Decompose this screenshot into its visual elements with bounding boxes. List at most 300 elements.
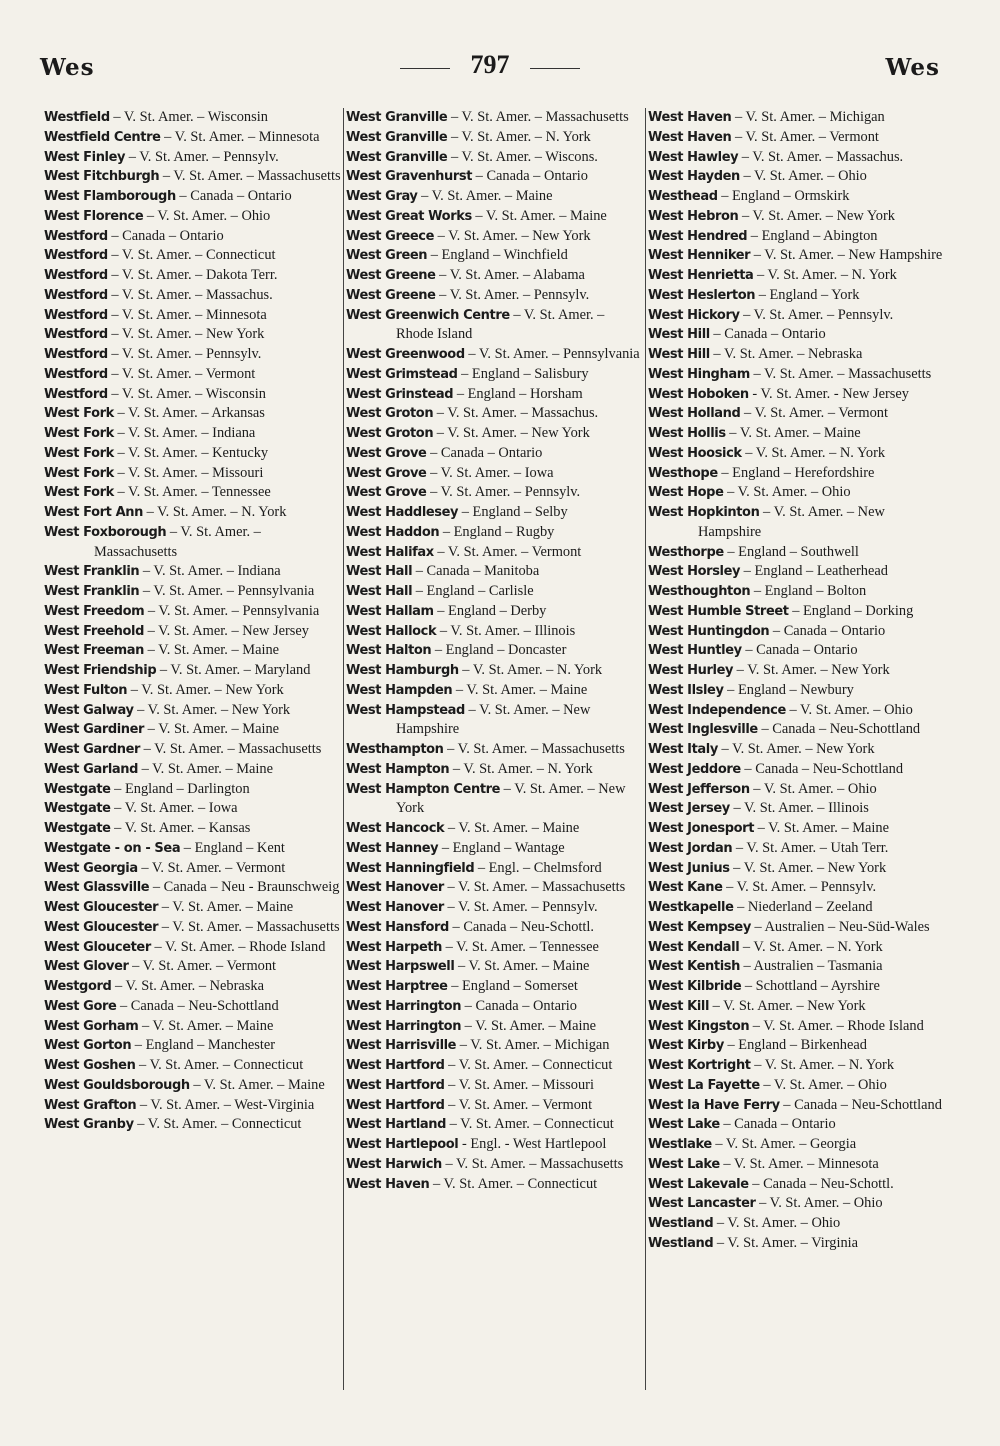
place-name: West Friendship — [44, 663, 157, 678]
list-item — [44, 108, 342, 128]
list-item — [648, 760, 950, 780]
place-location: – Canada – Manitoba — [412, 563, 540, 580]
list-item — [44, 167, 342, 187]
place-location: – V. St. Amer. – Arkansas — [113, 405, 265, 422]
list-item — [346, 681, 644, 701]
place-location: – V. St. Amer. – New York — [433, 425, 590, 441]
list-item — [346, 385, 644, 405]
list-item — [648, 404, 950, 424]
place-name: Westford — [44, 327, 108, 343]
list-item — [44, 780, 342, 800]
running-head-right: Wes — [885, 54, 940, 81]
list-item — [44, 424, 342, 444]
place-name: Westhoughton — [648, 584, 751, 599]
place-name: West Granville — [346, 129, 448, 145]
list-item — [648, 819, 950, 839]
list-item — [648, 266, 950, 286]
place-location: – England – Bolton — [750, 583, 867, 599]
list-item — [648, 622, 950, 642]
list-item — [44, 187, 342, 207]
list-item — [648, 464, 950, 484]
place-location: – V. St. Amer. – Ohio — [723, 484, 851, 501]
place-location: – V. St. Amer. – N. York — [741, 444, 886, 461]
place-name: West Galway — [44, 702, 134, 718]
list-item — [346, 562, 644, 582]
place-location: – V. St. Amer. – Massachusetts — [140, 741, 322, 757]
place-location: – V. St. Amer. – Maine — [471, 207, 607, 224]
list-item — [648, 1096, 950, 1116]
place-name: West Franklin — [44, 584, 140, 599]
list-item — [648, 602, 950, 622]
place-location: – V. St. Amer. – Michigan — [731, 109, 885, 125]
place-location: – V. St. Amer. – Wisconsin — [107, 385, 266, 402]
place-location: – V. St. Amer. – Kansas — [110, 820, 251, 836]
place-location: – Canada – Ontario — [769, 622, 886, 639]
list-item — [648, 720, 950, 740]
place-location: – V. St. Amer. – Maine — [138, 1017, 274, 1034]
list-item — [648, 246, 950, 266]
place-name: West Gloucester — [44, 900, 159, 915]
place-name: West la Have Ferry — [648, 1097, 780, 1113]
place-name: Westgate — [44, 821, 111, 836]
place-name: West Groton — [346, 426, 434, 441]
list-item — [346, 444, 644, 464]
list-item — [44, 898, 342, 918]
list-item — [648, 1036, 950, 1056]
place-location: – Canada – Ontario — [472, 168, 588, 185]
place-location: – V. St. Amer. – Vermont — [107, 365, 256, 382]
list-item — [648, 1017, 950, 1037]
list-item — [44, 681, 342, 701]
list-item — [648, 957, 950, 977]
list-item — [648, 977, 950, 997]
place-location: – V. St. Amer. – Maine — [754, 820, 890, 836]
place-name: West Grove — [346, 485, 427, 501]
place-name: West Independence — [648, 702, 786, 718]
list-item — [346, 997, 644, 1017]
place-name: Westgord — [44, 979, 112, 994]
list-item — [648, 641, 950, 661]
column-1 — [44, 108, 342, 1390]
list-item — [44, 997, 342, 1017]
list-item — [44, 839, 342, 859]
place-location: – Canada – Neu - Braunschweig — [149, 879, 340, 896]
place-name: West Gloucester — [44, 919, 159, 935]
place-location: – V. St. Amer. – Pennsylvania — [139, 583, 315, 599]
place-location: – V. St. Amer. – N. York — [447, 128, 591, 145]
list-item — [346, 148, 644, 168]
place-location: – V. St. Amer. – Massachusetts — [441, 1155, 624, 1172]
place-name: West Haven — [648, 110, 732, 125]
list-item — [346, 780, 644, 820]
place-name: West Hallock — [346, 623, 437, 639]
column-2 — [346, 108, 644, 1390]
place-name: West Hawley — [648, 149, 739, 165]
place-location: – V. St. Amer. – Tennessee — [113, 484, 271, 501]
place-name: West Kendall — [648, 939, 740, 955]
list-item — [648, 839, 950, 859]
place-name: West Kortright — [648, 1058, 751, 1073]
list-item — [346, 839, 644, 859]
place-location: – V. St. Amer. – Pennsylv. — [426, 484, 581, 501]
list-item — [648, 424, 950, 444]
place-location: – V. St. Amer. – Vermont — [128, 958, 277, 975]
place-name: West Humble Street — [648, 603, 789, 619]
place-name: West Hartland — [346, 1117, 447, 1133]
place-location: – Canada – Ontario — [461, 997, 577, 1014]
list-item — [44, 701, 342, 721]
place-location: – V. St. Amer. – Pennsylv. — [125, 148, 279, 165]
place-name: West Flamborough — [44, 189, 176, 204]
place-name: West Gardiner — [44, 722, 145, 738]
place-name: Westland — [648, 1216, 714, 1231]
place-location: – England – Leatherhead — [740, 563, 888, 580]
place-name: West Lakevale — [648, 1176, 749, 1192]
list-item — [346, 128, 644, 148]
list-item — [346, 207, 644, 227]
place-name: Westkapelle — [648, 900, 734, 915]
place-location: – V. St. Amer. – N. York — [142, 504, 287, 520]
place-name: West Gardner — [44, 742, 141, 757]
list-item — [44, 385, 342, 405]
place-name: West Hope — [648, 485, 724, 501]
place-name: West Goshen — [44, 1058, 136, 1073]
place-location: – V. St. Amer. – New York — [434, 227, 591, 244]
list-item — [44, 562, 342, 582]
place-location: – V. St. Amer. – Maine — [189, 1076, 325, 1093]
place-name: Westford — [44, 287, 108, 303]
place-name: Westford — [44, 268, 108, 283]
place-name: West Hallam — [346, 603, 434, 619]
place-name: West Hartlepool — [346, 1137, 459, 1152]
place-name: West Grinstead — [346, 386, 454, 402]
place-name: West Fork — [44, 445, 114, 461]
place-location: – V. St. Amer. – Pennsylv. — [722, 879, 877, 896]
place-location: – V. St. Amer. – Maine — [144, 642, 280, 659]
list-item — [44, 957, 342, 977]
list-item — [648, 582, 950, 602]
list-item — [346, 641, 644, 661]
place-location: – V. St. Amer. – Tennessee — [442, 938, 599, 955]
place-name: Westford — [44, 366, 108, 382]
list-item — [346, 543, 644, 563]
place-location: – England – Doncaster — [431, 642, 567, 659]
list-item — [648, 701, 950, 721]
list-item — [648, 799, 950, 819]
place-location: – V. St. Amer. – Vermont — [444, 1096, 593, 1113]
place-location: – V. St. Amer. – Ohio — [739, 168, 867, 185]
place-name: West Gravenhurst — [346, 169, 473, 185]
place-location: – V. St. Amer. – Maine — [158, 899, 294, 915]
place-name: West Glover — [44, 959, 129, 975]
list-item — [648, 286, 950, 306]
list-item — [44, 464, 342, 484]
place-name: West Harptree — [346, 979, 448, 994]
place-location: – Canada – Ontario — [741, 642, 858, 659]
place-location: – V. St. Amer. – Massachus. — [738, 148, 904, 165]
place-location: – Australien – Neu-Süd-Wales — [750, 918, 930, 935]
place-location: – England – Horsham — [453, 385, 583, 402]
place-name: West Haven — [346, 1176, 430, 1192]
place-location: – V. St. Amer. – Nebraska — [709, 346, 863, 362]
place-location: – England – Selby — [458, 504, 568, 520]
list-item — [346, 306, 644, 346]
place-name: West Grafton — [44, 1097, 137, 1113]
place-name: West Hickory — [648, 307, 740, 323]
list-item — [648, 325, 950, 345]
place-name: West Greece — [346, 228, 435, 244]
place-name: West Hanover — [346, 900, 444, 915]
list-item — [346, 977, 644, 997]
list-item — [44, 148, 342, 168]
place-location: – V. St. Amer. – New York — [733, 662, 890, 678]
list-item — [346, 483, 644, 503]
list-item — [44, 306, 342, 326]
list-item — [346, 582, 644, 602]
place-name: West Gorham — [44, 1018, 139, 1034]
place-name: West Henniker — [648, 248, 751, 264]
list-item — [648, 345, 950, 365]
place-location: – V. St. Amer. – New York — [717, 741, 875, 757]
place-location: – Engl. – Chelmsford — [474, 859, 602, 876]
list-item — [44, 325, 342, 345]
place-location: – Canada – Neu-Schottland — [740, 760, 904, 777]
place-location: – Canada – Ontario — [719, 1116, 836, 1133]
place-name: West Hill — [648, 327, 710, 343]
list-item — [346, 661, 644, 681]
list-item — [44, 266, 342, 286]
list-item — [346, 602, 644, 622]
place-location: – V. St. Amer. – Vermont — [137, 859, 286, 876]
place-location: – Canada – Neu-Schottland — [116, 997, 279, 1014]
place-name: West Hampden — [346, 682, 453, 698]
place-location: – V. St. Amer. – Vermont — [740, 405, 888, 422]
place-location: – England – York — [755, 286, 860, 303]
list-item — [648, 227, 950, 247]
list-item — [648, 167, 950, 187]
place-location: – England – Newbury — [723, 681, 854, 698]
place-name: West Georgia — [44, 860, 138, 876]
list-item — [346, 938, 644, 958]
place-location: – Canada – Ontario — [175, 188, 292, 204]
place-location: – V. St. Amer. – Pennsylvania — [144, 602, 320, 619]
list-item — [648, 878, 950, 898]
list-item — [648, 207, 950, 227]
place-location: – Niederland – Zeeland — [733, 899, 873, 915]
list-item — [648, 938, 950, 958]
list-item — [346, 286, 644, 306]
place-name: West Garland — [44, 761, 139, 777]
place-name: West Greenwich Centre — [346, 307, 510, 323]
place-location: – England – Kent — [180, 839, 285, 856]
place-name: West Hebron — [648, 208, 739, 224]
place-location: – V. St. Amer. – Wisconsin — [109, 109, 268, 125]
list-item — [44, 1036, 342, 1056]
place-name: Westfield — [44, 110, 110, 125]
place-name: West Haddon — [346, 524, 440, 540]
place-location: – V. St. Amer. – Massachus. — [433, 405, 599, 422]
place-location: – V. St. Amer. – Massachusetts — [749, 365, 932, 382]
list-item — [648, 918, 950, 938]
place-name: West Kentish — [648, 959, 740, 975]
place-name: West Hampstead — [346, 702, 465, 718]
list-item — [44, 1076, 342, 1096]
place-name: West Jordan — [648, 840, 733, 856]
place-location: – Canada – Ontario — [107, 227, 224, 244]
list-item — [648, 1155, 950, 1175]
place-location: – V. St. Amer. – Utah Terr. — [732, 839, 889, 856]
place-name: Westford — [44, 307, 108, 323]
list-item — [648, 780, 950, 800]
place-location: – V. St. Amer. – Massachus. — [107, 286, 273, 303]
place-name: West Hingham — [648, 366, 750, 382]
running-head-left: Wes — [40, 54, 95, 81]
place-name: West Harpeth — [346, 939, 443, 955]
place-name: West Fitchburgh — [44, 169, 160, 185]
place-name: West Fork — [44, 465, 114, 481]
place-location: – V. St. Amer. – Nebraska — [111, 978, 264, 994]
place-name: West Hanningfield — [346, 860, 475, 876]
list-item — [648, 148, 950, 168]
list-item — [346, 1155, 644, 1175]
list-item — [44, 977, 342, 997]
column-divider — [645, 108, 646, 1390]
place-name: West Hartford — [346, 1097, 445, 1113]
place-name: West Hall — [346, 584, 413, 599]
list-item — [346, 1135, 644, 1155]
place-location: – England – Southwell — [723, 543, 859, 560]
place-location: – V. St. Amer. – New York — [396, 780, 626, 817]
place-name: West Holland — [648, 406, 741, 422]
list-item — [44, 878, 342, 898]
place-location: – V. St. Amer. – New York — [127, 681, 284, 698]
place-location: – V. St. Amer. – Illinois — [729, 800, 869, 817]
list-item — [648, 740, 950, 760]
place-name: West Lancaster — [648, 1196, 756, 1212]
list-item — [346, 108, 644, 128]
place-name: West La Fayette — [648, 1077, 760, 1093]
place-location: – V. St. Amer. – N. York — [458, 662, 603, 678]
place-location: – England – Winchfield — [427, 247, 568, 264]
list-item — [648, 385, 950, 405]
place-location: – V. St. Amer. – Dakota Terr. — [107, 267, 278, 283]
place-name: West Heslerton — [648, 287, 756, 303]
place-location: – V. St. Amer. – Maine — [444, 820, 580, 836]
place-name: West Great Works — [346, 208, 472, 224]
gazetteer-columns — [40, 108, 950, 1398]
place-location: – V. St. Amer. – Pennsylv. — [435, 286, 590, 303]
list-item — [346, 1056, 644, 1076]
place-name: West Harwich — [346, 1156, 442, 1172]
place-location: – V. St. Amer. – New York — [709, 997, 866, 1014]
place-name: West Kill — [648, 998, 710, 1014]
list-item — [648, 859, 950, 879]
place-location: – V. St. Amer. – Ohio — [759, 1076, 887, 1093]
list-item — [44, 286, 342, 306]
place-location: – V. St. Amer. – N. York — [449, 760, 593, 777]
place-name: West Granville — [346, 149, 448, 165]
list-item — [44, 503, 342, 523]
list-item — [648, 1194, 950, 1214]
place-location: – V. St. Amer. – Illinois — [436, 622, 576, 639]
place-location: – V. St. Amer. – Connecticut — [446, 1116, 614, 1133]
list-item — [44, 641, 342, 661]
place-location: – V. St. Amer. – Pennsylv. — [107, 346, 262, 362]
place-name: West Hall — [346, 564, 413, 580]
place-location: – Canada – Ontario — [426, 444, 543, 461]
place-name: West Freeman — [44, 643, 145, 659]
place-location: – V. St. Amer. – Minnesota — [160, 128, 320, 145]
place-name: West Hartford — [346, 1058, 445, 1073]
list-item — [44, 404, 342, 424]
place-location: – V. St. Amer. – N. York — [753, 267, 897, 283]
place-name: West Finley — [44, 149, 126, 165]
place-name: Westlake — [648, 1137, 712, 1152]
list-item — [44, 207, 342, 227]
place-location: – Canada – Neu-Schottland — [779, 1096, 942, 1113]
place-location: – Australien – Tasmania — [739, 958, 883, 975]
list-item — [346, 898, 644, 918]
place-location: – V. St. Amer. – Vermont — [731, 128, 879, 145]
place-location: – V. St. Amer. – Missouri — [444, 1076, 594, 1093]
place-name: West Hill — [648, 347, 710, 362]
list-item — [44, 582, 342, 602]
place-name: West Green — [346, 248, 428, 264]
place-name: West Junius — [648, 860, 730, 876]
place-location: – Canada – Neu-Schottl. — [748, 1175, 894, 1192]
place-name: Westhope — [648, 465, 718, 481]
place-location: – V. St. Amer. – Maine — [454, 958, 590, 975]
place-location: – England – Salisbury — [457, 365, 589, 382]
place-name: West Jonesport — [648, 821, 755, 836]
list-item — [346, 1175, 644, 1195]
list-item — [346, 227, 644, 247]
list-item — [346, 859, 644, 879]
page-number: 797 — [470, 50, 510, 79]
place-location: – V. St. Amer. – Massachusetts — [447, 109, 629, 125]
list-item — [346, 345, 644, 365]
place-location: – V. St. Amer. – Indiana — [113, 425, 256, 441]
place-location: – England – Wantage — [438, 839, 565, 856]
list-item — [346, 1076, 644, 1096]
list-item — [648, 128, 950, 148]
place-location: – V. St. Amer. – New Hampshire — [698, 504, 885, 540]
place-name: West Hayden — [648, 169, 740, 185]
place-name: Westhampton — [346, 742, 444, 757]
place-location: – V. St. Amer. – Massachusetts — [94, 523, 261, 560]
place-location: – Canada – Neu-Schottl. — [448, 918, 594, 935]
list-item — [648, 1076, 950, 1096]
place-location: – V. St. Amer. – Connecticut — [429, 1175, 598, 1192]
place-location: – England – Rugby — [439, 523, 555, 540]
place-name: Westgate — [44, 781, 111, 797]
place-name: West Henrietta — [648, 268, 754, 283]
place-location: – V. St. Amer. – Ohio — [143, 207, 271, 224]
place-location: – V. St. Amer. – Minnesota — [719, 1155, 879, 1172]
list-item — [346, 365, 644, 385]
place-location: - Engl. - West Hartlepool — [458, 1136, 607, 1152]
place-location: – V. St. Amer. – Maine — [452, 681, 588, 698]
place-name: West Grove — [346, 465, 427, 481]
list-item — [44, 720, 342, 740]
place-location: – V. St. Amer. – Maine — [417, 188, 553, 204]
place-name: West Hancock — [346, 821, 445, 836]
list-item — [44, 602, 342, 622]
list-item — [346, 1115, 644, 1135]
place-name: West Kane — [648, 880, 723, 896]
place-location: – England – Manchester — [131, 1037, 276, 1054]
place-location: – V. St. Amer. – New Hampshire — [750, 247, 943, 264]
